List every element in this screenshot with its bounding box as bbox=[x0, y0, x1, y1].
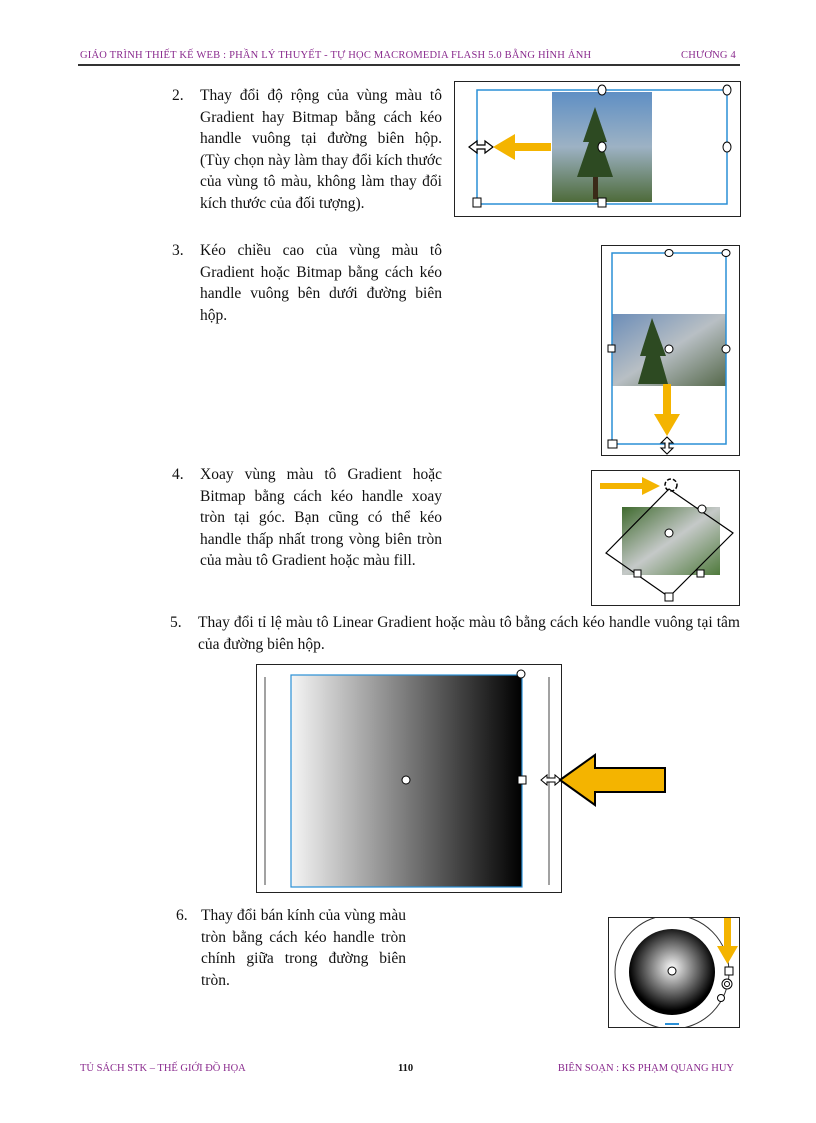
item-number: 4. bbox=[172, 466, 184, 483]
page-number: 110 bbox=[398, 1063, 414, 1074]
list-item-6 bbox=[176, 905, 406, 995]
item-number: 6. bbox=[176, 907, 188, 924]
header-divider bbox=[78, 64, 740, 66]
arrow-right-icon bbox=[600, 477, 660, 495]
resize-cursor-icon bbox=[469, 141, 493, 153]
figure-rotate-handle bbox=[591, 470, 740, 606]
list-item-2 bbox=[172, 85, 442, 235]
arrow-left-icon bbox=[493, 134, 551, 160]
figure-width-handle bbox=[454, 81, 741, 217]
bitmap-image bbox=[622, 507, 720, 575]
item-number: 5. bbox=[170, 614, 182, 631]
item-text: Thay đổi tỉ lệ màu tô Linear Gradient hoặc màu tô bằng cách kéo handle vuông tại tâm của đường biên hộp. bbox=[198, 614, 740, 653]
figure-radial-gradient-radius bbox=[608, 917, 740, 1028]
item-text: Thay đổi bán kính của vùng màu tròn bằng cách kéo handle tròn chính giữa trong đường biên tròn. bbox=[201, 907, 406, 989]
item-number: 2. bbox=[172, 87, 184, 104]
list-item-4 bbox=[172, 464, 442, 594]
running-header-chapter: CHƯƠNG 4 bbox=[681, 50, 736, 61]
item-text: Thay đổi độ rộng của vùng màu tô Gradient hay Bitmap bằng cách kéo handle vuông tại đường biên hộp. (Tùy chọn này làm thay đổi kích thước của vùng tô màu, không làm thay đổi kích thước của đối tượng). bbox=[200, 87, 442, 212]
arrow-down-icon bbox=[654, 384, 680, 436]
item-number: 3. bbox=[172, 242, 184, 259]
resize-cursor-icon bbox=[661, 437, 673, 454]
running-header-title: GIÁO TRÌNH THIẾT KẾ WEB : PHẦN LÝ THUYẾT - TỰ HỌC MACROMEDIA FLASH 5.0 BẰNG HÌNH ẢNH bbox=[80, 50, 592, 61]
list-item-3 bbox=[172, 240, 442, 330]
figure-linear-gradient-scale bbox=[256, 664, 562, 893]
footer-author: BIÊN SOẠN : KS PHẠM QUANG HUY bbox=[557, 1063, 734, 1074]
item-text: Kéo chiều cao của vùng màu tô Gradient hoặc Bitmap bằng cách kéo handle vuông bên dưới đường biên hộp. bbox=[200, 242, 442, 324]
arrow-left-icon bbox=[557, 753, 669, 807]
rotate-cursor-icon bbox=[665, 479, 677, 491]
footer-series: TỦ SÁCH STK – THẾ GIỚI ĐỒ HỌA bbox=[80, 1063, 246, 1074]
list-item-5 bbox=[170, 612, 740, 658]
figure-height-handle bbox=[601, 245, 740, 456]
item-text: Xoay vùng màu tô Gradient hoặc Bitmap bằng cách kéo handle xoay tròn tại góc. Bạn cũng có thể kéo handle thấp nhất trong vòng biên tròn của màu tô Gradient hoặc màu fill. bbox=[200, 466, 442, 569]
